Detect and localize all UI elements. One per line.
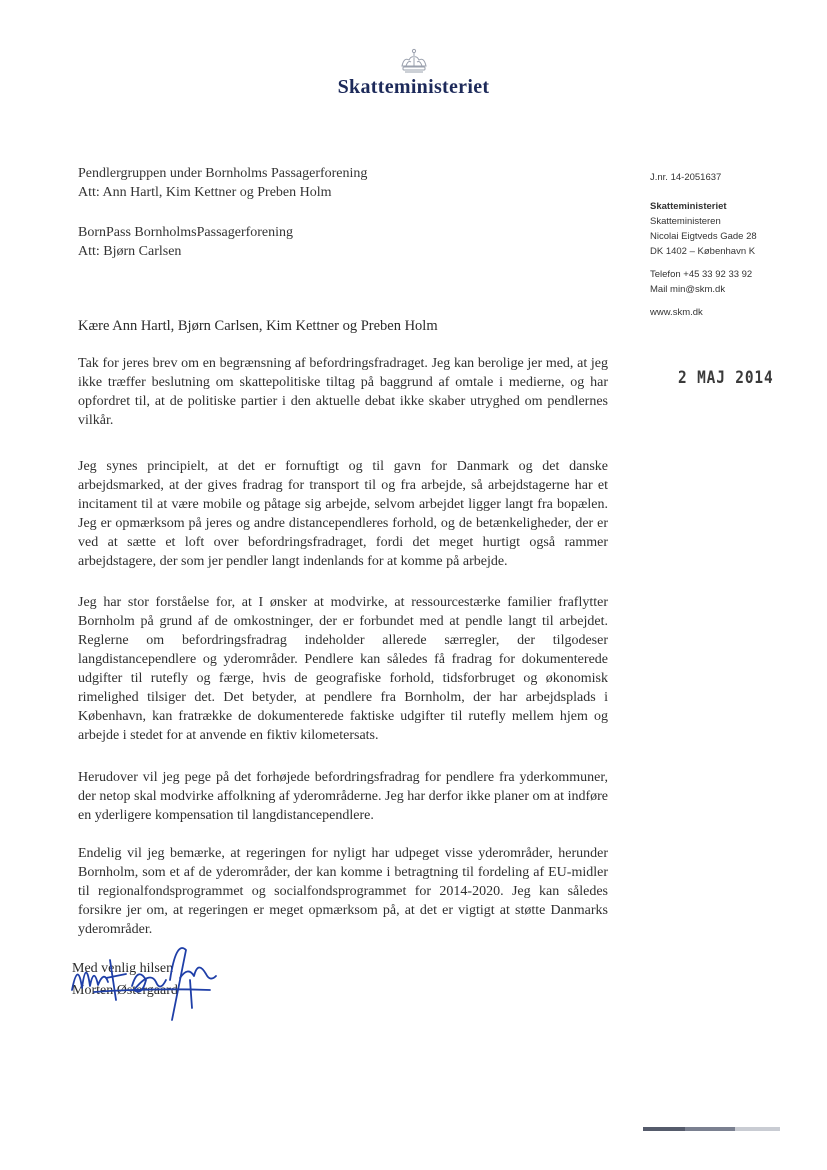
footer-bar-dark	[643, 1127, 685, 1131]
paragraph-3: Jeg har stor forståelse for, at I ønsker at modvirke, at ressourcestærke familier fraflytter Bornholm på grund af de omkostninger, der er forbundet med at pendle langt til arbejdet. Reglerne om befordringsfradrag indeholder allerede særregler, der tilgodeser langdistancependlere og yderområder. Pendlere kan således få fradrag for dokumenterede udgifter til rutefly og færge, hvis de geografiske forhold, tidsforbruget og økonomisk rimelighed tilsiger det. Det betyder, at pendlere fra Bornholm, der har arbejdsplads i København, kan fratrække de dokumenterede faktiske udgifter til rutefly mellem hjem og arbejde i stedet for at anvende en fiktiv kilometersats.	[78, 595, 608, 743]
crown-icon	[398, 48, 430, 76]
sender-web: www.skm.dk	[650, 307, 703, 318]
footer-bar-mid	[685, 1127, 735, 1131]
paragraph-1: Tak for jeres brev om en begrænsning af befordringsfradraget. Jeg kan berolige jer med, at jeg ikke træffer beslutning om skattepolitiske tiltag på baggrund af omtale i medierne, og har opfordret til, at de politiske partier i den aktuelle debat ikke skaber utryghed om pendlernes vilkår.	[78, 356, 608, 428]
sender-info	[650, 170, 757, 320]
sender-org-bold: Skatteministeriet	[650, 201, 727, 212]
sender-city: DK 1402 – København K	[650, 246, 756, 257]
paragraph-5: Endelig vil jeg bemærke, at regeringen for nyligt har udpeget visse yderområder, herunder Bornholm, som et af de yderområder, der kan komme i betragtning til fordeling af EU-midler til regionalfondsprogrammet og socialfondsprogrammet for 2014-2020. Jeg kan således forsikre jer om, at regeringen er meget opmærksom på, at det er vigtigt at støtte Danmarks yderområder.	[78, 846, 608, 937]
recipient-line: Att: Bjørn Carlsen	[78, 244, 182, 259]
paragraph-4: Herudover vil jeg pege på det forhøjede befordringsfradrag for pendlere fra yderkommuner, der netop skal modvirke affolkning af yderområderne. Jeg har derfor ikke planer om at indføre en yderligere kompensation til langdistancependlere.	[78, 770, 608, 823]
salutation: Kære Ann Hartl, Bjørn Carlsen, Kim Kettner og Preben Holm	[78, 318, 438, 334]
recipient-line: Att: Ann Hartl, Kim Kettner og Preben Holm	[78, 185, 332, 200]
recipient-block-1	[78, 164, 367, 202]
closing-greeting: Med venlig hilsen	[72, 961, 174, 976]
recipient-line: BornPass BornholmsPassagerforening	[78, 225, 294, 240]
footer-bar-light	[735, 1127, 780, 1131]
date-stamp: 2 MAJ 2014	[678, 368, 774, 388]
sender-mail: Mail min@skm.dk	[650, 284, 726, 295]
sender-street: Nicolai Eigtveds Gade 28	[650, 231, 757, 242]
recipient-block-2	[78, 223, 293, 261]
sender-org: Skatteministeren	[650, 216, 721, 227]
signature	[60, 930, 240, 1025]
journal-number: J.nr. 14-2051637	[650, 172, 722, 183]
ministry-logo-text: Skatteministeriet	[337, 76, 490, 98]
sender-phone: Telefon +45 33 92 33 92	[650, 269, 753, 280]
paragraph-2: Jeg synes principielt, at det er fornuftigt og til gavn for Danmark og det danske arbejdsmarked, at der gives fradrag for transport til og fra arbejde, så arbejdstagerne har et incitament til at være mobile og påtage sig arbejde, selvom arbejdet ligger langt fra bopælen. Jeg er opmærksom på jeres og andre distancependleres forhold, og de betænkeligheder, der er ved at sætte et loft over befordringsfradraget, fordi det meget hurtigt også rammer arbejdstagere, der som jer pendler langt indenlands for at komme på arbejde.	[78, 459, 608, 569]
recipient-line: Pendlergruppen under Bornholms Passagerforening	[78, 166, 368, 181]
signer-name: Morten Østergaard	[72, 983, 178, 998]
